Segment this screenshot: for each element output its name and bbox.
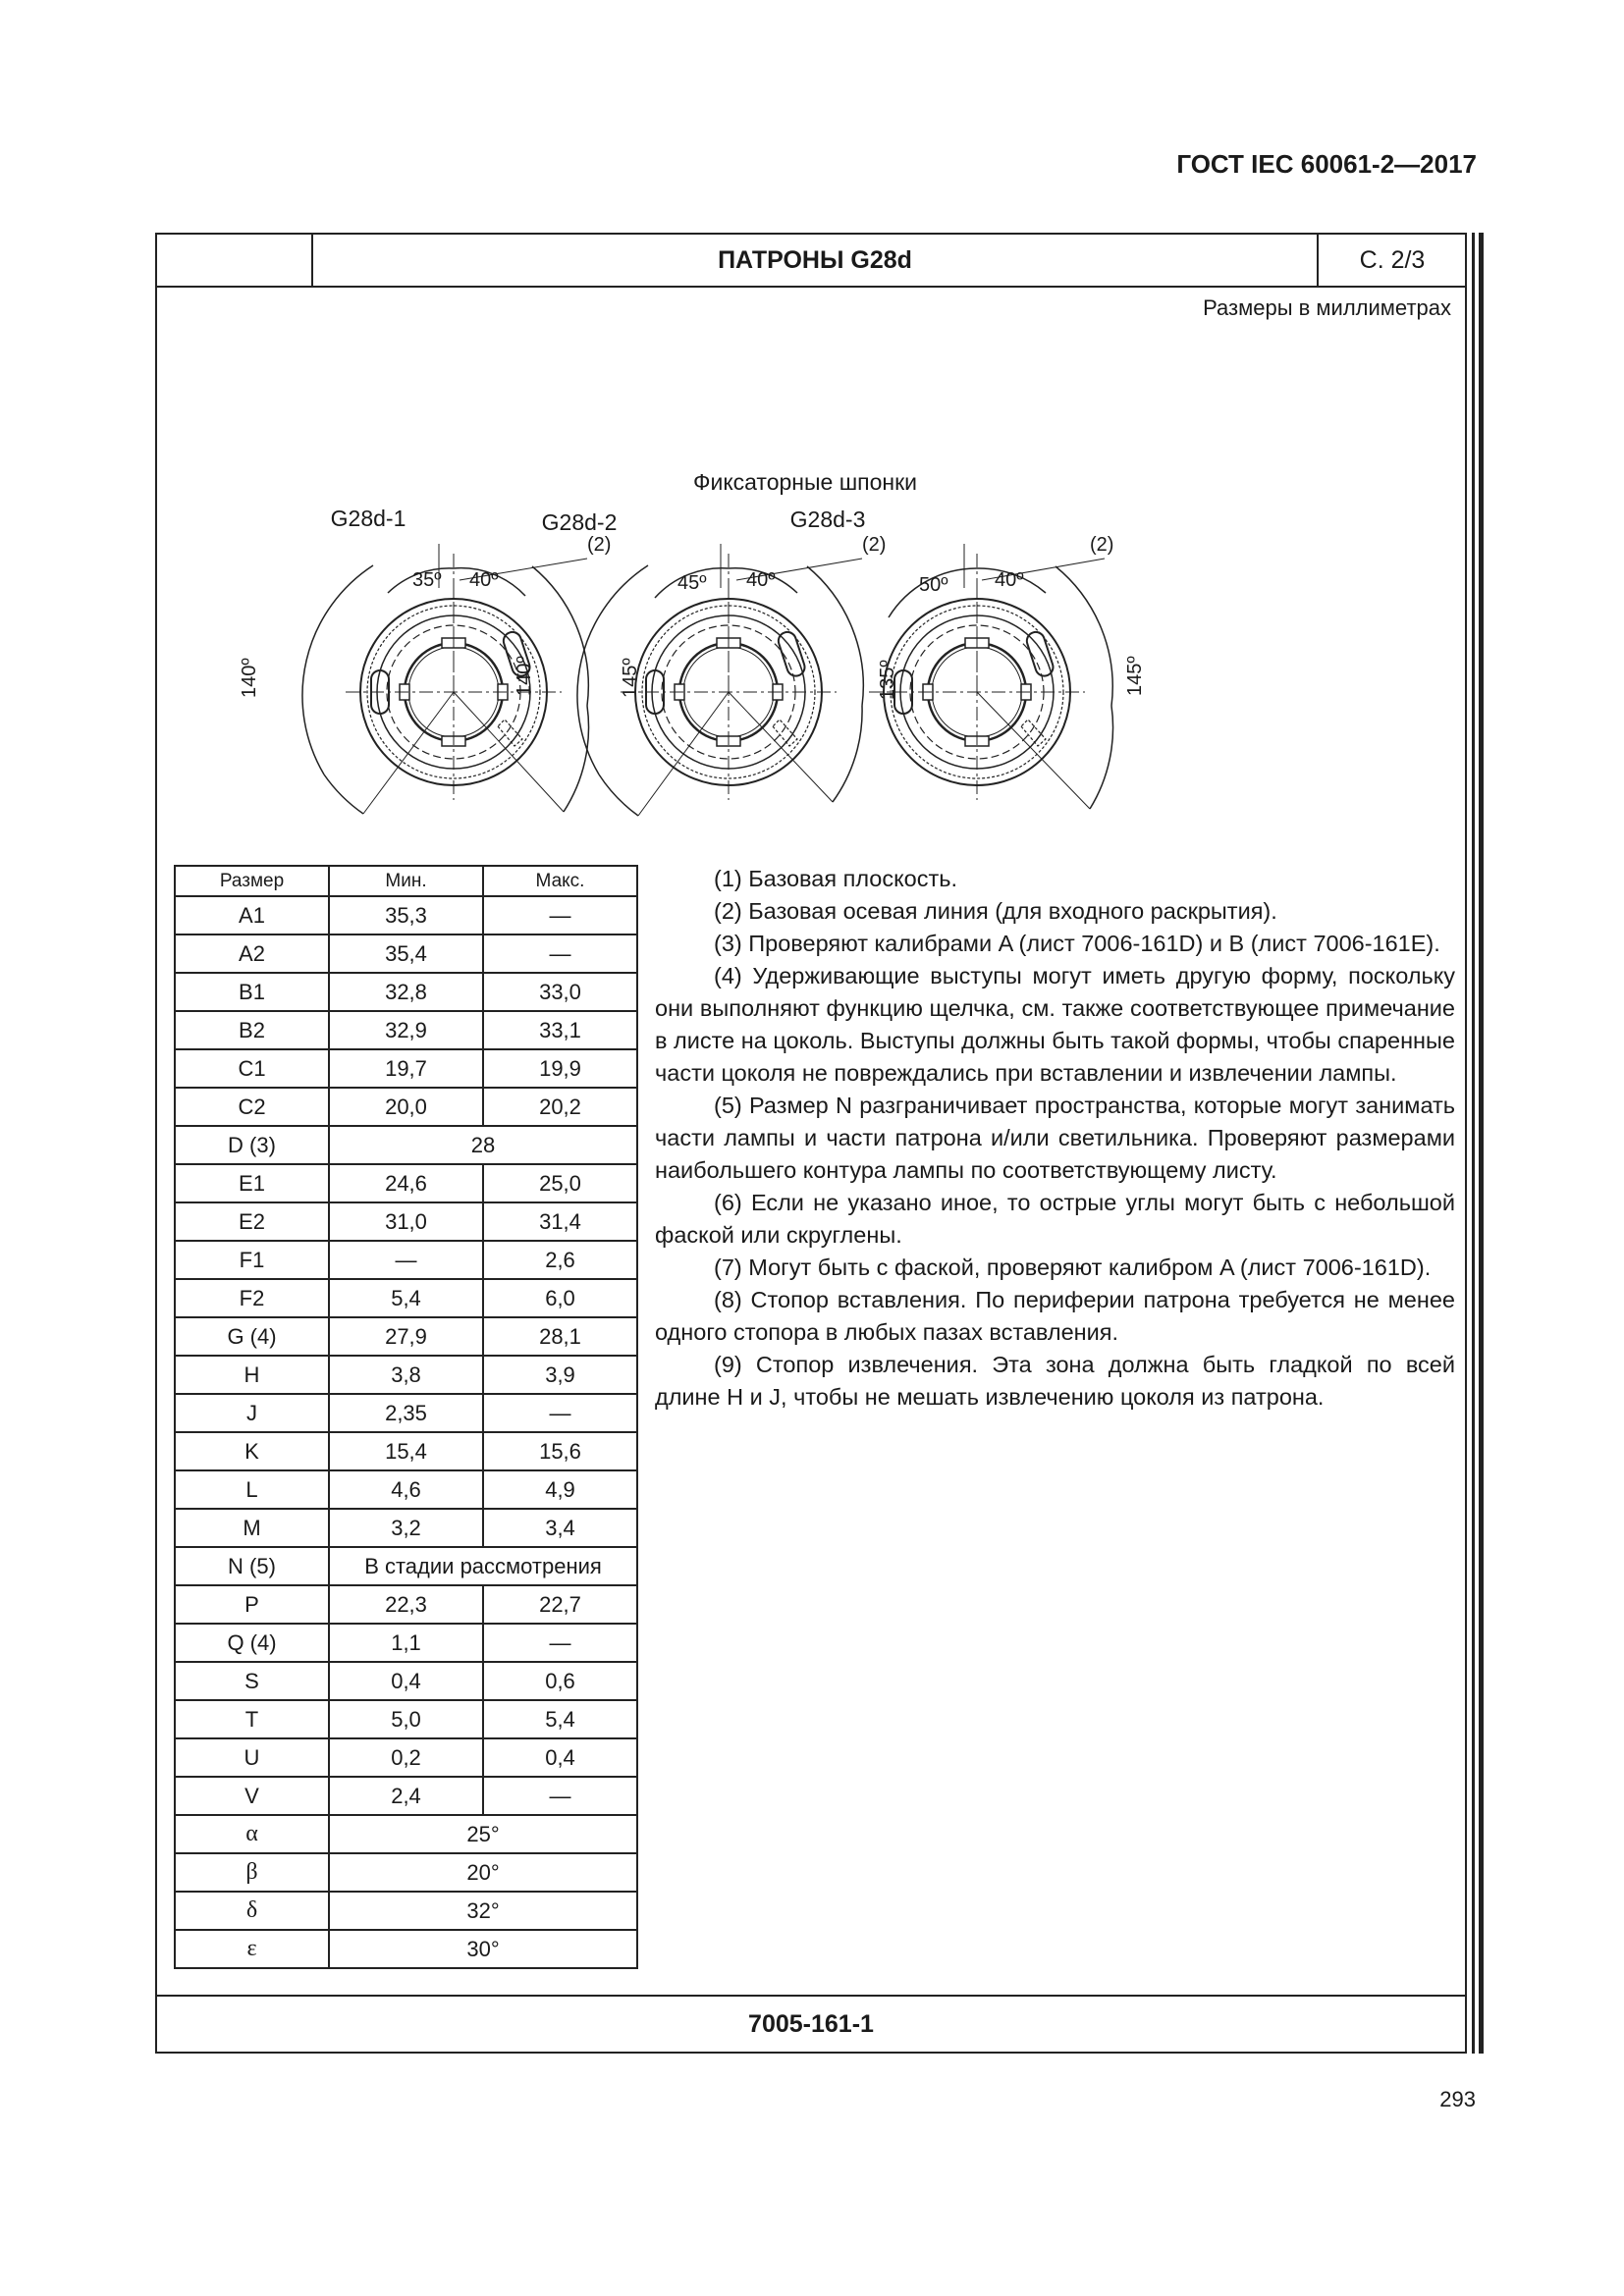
table-row	[175, 1241, 637, 1279]
cell-size: H	[175, 1356, 329, 1394]
sheet-title: ПАТРОНЫ G28d	[718, 246, 912, 274]
angle-left-small: 35º	[412, 569, 442, 591]
table-row	[175, 1624, 637, 1662]
cell-max: 4,9	[483, 1470, 637, 1509]
cell-min: 0,2	[329, 1738, 483, 1777]
figure-title: Фиксаторные шпонки	[692, 469, 918, 495]
cell-min: —	[329, 1241, 483, 1279]
cell-min: 5,0	[329, 1700, 483, 1738]
table-row	[175, 1738, 637, 1777]
cell-max: 5,4	[483, 1700, 637, 1738]
reference-note: (2)	[1090, 534, 1114, 556]
note-item: (8) Стопор вставления. По периферии патрона требуется не менее одного стопора в любых пазах вставления.	[655, 1287, 1455, 1345]
variant-label: G28d-1	[330, 506, 406, 531]
variant-g28d-2	[514, 509, 898, 816]
cell-size: D (3)	[175, 1126, 329, 1164]
angle-left-small: 45º	[677, 572, 707, 594]
cell-size: S	[175, 1662, 329, 1700]
table-row	[175, 1470, 637, 1509]
cell-value: 32°	[329, 1892, 637, 1930]
table-row	[175, 1777, 637, 1815]
cell-value: 28	[329, 1126, 637, 1164]
table-row	[175, 1088, 637, 1126]
cell-size: V	[175, 1777, 329, 1815]
angle-left-big: 140º	[514, 656, 535, 696]
note-item: (7) Могут быть с фаской, проверяют калибром A (лист 7006-161D).	[714, 1255, 1432, 1280]
note-item: (6) Если не указано иное, то острые углы могут быть с небольшой фаской или скруглены.	[655, 1190, 1455, 1248]
table-row	[175, 1585, 637, 1624]
angle-right-small: 40º	[469, 569, 499, 591]
cell-max: 33,1	[483, 1011, 637, 1049]
table-row	[175, 1892, 637, 1930]
header-cell: Мин.	[329, 866, 483, 896]
cell-max: 28,1	[483, 1317, 637, 1356]
sheet-footer-code: 7005-161-1	[157, 1995, 1465, 2052]
cell-size: G (4)	[175, 1317, 329, 1356]
cell-max: —	[483, 896, 637, 934]
cell-min: 32,9	[329, 1011, 483, 1049]
note-item: (2) Базовая осевая линия (для входного раскрытия).	[714, 898, 1277, 924]
variant-label: G28d-2	[541, 509, 618, 535]
cell-max: 3,9	[483, 1356, 637, 1394]
cell-min: 22,3	[329, 1585, 483, 1624]
reference-note: (2)	[862, 534, 887, 556]
dimensions-note: Размеры в миллиметрах	[1203, 295, 1451, 320]
cell-min: 5,4	[329, 1279, 483, 1317]
cell-max: —	[483, 1624, 637, 1662]
table-row	[175, 1815, 637, 1853]
standard-code: ГОСТ IEC 60061-2—2017	[1176, 149, 1477, 179]
note-item: (9) Стопор извлечения. Эта зона должна быть гладкой по всей длине H и J, чтобы не мешать извлечению цоколя из патрона.	[655, 1352, 1455, 1410]
cell-size: E2	[175, 1202, 329, 1241]
cell-max: 20,2	[483, 1088, 637, 1126]
dimensions-table	[174, 865, 638, 1969]
cell-max: 2,6	[483, 1241, 637, 1279]
cell-min: 1,1	[329, 1624, 483, 1662]
table-row	[175, 1547, 637, 1585]
cell-max: —	[483, 1777, 637, 1815]
cell-min: 3,8	[329, 1356, 483, 1394]
header-cell: Макс.	[483, 866, 637, 896]
note-item: (1) Базовая плоскость.	[714, 866, 958, 891]
cell-max: 15,6	[483, 1432, 637, 1470]
keying-diagram	[157, 333, 1463, 863]
cell-size: E1	[175, 1164, 329, 1202]
cell-min: 35,3	[329, 896, 483, 934]
cell-max: 31,4	[483, 1202, 637, 1241]
cell-min: 24,6	[329, 1164, 483, 1202]
note-item: (4) Удерживающие выступы могут иметь другую форму, поскольку они выполняют функцию щелчка, см. также соответствующее примечание в листе на цоколь. Выступы должны быть такой формы, чтобы спаренные части цоколя не повреждались при вставлении и извлечении лампы.	[655, 963, 1455, 1086]
frame-edge-line	[1479, 233, 1484, 2054]
table-row	[175, 1317, 637, 1356]
cell-size: L	[175, 1470, 329, 1509]
table-row	[175, 1394, 637, 1432]
cell-size: B2	[175, 1011, 329, 1049]
angle-left-small: 50º	[919, 574, 948, 596]
table-row	[175, 1126, 637, 1164]
angle-right-small: 40º	[995, 569, 1024, 591]
table-row	[175, 1509, 637, 1547]
sheet-frame	[155, 233, 1467, 2054]
variant-g28d-1	[239, 506, 641, 814]
cell-min: 35,4	[329, 934, 483, 973]
angle-right-big: 145º	[620, 658, 641, 698]
cell-max: 0,4	[483, 1738, 637, 1777]
table-row	[175, 1853, 637, 1892]
cell-min: 2,4	[329, 1777, 483, 1815]
table-row	[175, 1432, 637, 1470]
cell-max: 33,0	[483, 973, 637, 1011]
angle-left-big: 140º	[239, 658, 260, 698]
cell-min: 31,0	[329, 1202, 483, 1241]
cell-max: 0,6	[483, 1662, 637, 1700]
cell-max: 25,0	[483, 1164, 637, 1202]
table-row	[175, 1279, 637, 1317]
cell-size: T	[175, 1700, 329, 1738]
cell-size: C1	[175, 1049, 329, 1088]
cell-size: M	[175, 1509, 329, 1547]
cell-max: 3,4	[483, 1509, 637, 1547]
cell-min: 3,2	[329, 1509, 483, 1547]
cell-size: α	[175, 1815, 329, 1853]
cell-size: F1	[175, 1241, 329, 1279]
cell-max: —	[483, 934, 637, 973]
frame-edge-line	[1472, 233, 1475, 2054]
cell-value: 25°	[329, 1815, 637, 1853]
table-row	[175, 1662, 637, 1700]
page-number: 293	[1439, 2087, 1476, 2111]
angle-right-small: 40º	[746, 569, 776, 591]
cell-size: N (5)	[175, 1547, 329, 1585]
header-blank-cell	[157, 235, 313, 286]
cell-size: β	[175, 1853, 329, 1892]
table-row	[175, 1356, 637, 1394]
note-item: (3) Проверяют калибрами A (лист 7006-161D) и B (лист 7006-161E).	[714, 931, 1440, 956]
cell-size: U	[175, 1738, 329, 1777]
cell-size: Q (4)	[175, 1624, 329, 1662]
cell-value: 30°	[329, 1930, 637, 1968]
cell-size: P	[175, 1585, 329, 1624]
cell-min: 32,8	[329, 973, 483, 1011]
table-row	[175, 973, 637, 1011]
cell-size: δ	[175, 1892, 329, 1930]
cell-size: A2	[175, 934, 329, 973]
cell-min: 4,6	[329, 1470, 483, 1509]
cell-max: 22,7	[483, 1585, 637, 1624]
cell-size: A1	[175, 896, 329, 934]
notes-block	[655, 863, 1455, 1414]
cell-min: 19,7	[329, 1049, 483, 1088]
cell-size: J	[175, 1394, 329, 1432]
variant-g28d-3	[790, 507, 1146, 809]
cell-min: 15,4	[329, 1432, 483, 1470]
table-row	[175, 1011, 637, 1049]
cell-size: K	[175, 1432, 329, 1470]
cell-min: 2,35	[329, 1394, 483, 1432]
table-row	[175, 1930, 637, 1968]
reference-note: (2)	[587, 534, 612, 556]
cell-max: —	[483, 1394, 637, 1432]
cell-value: 20°	[329, 1853, 637, 1892]
cell-size: ε	[175, 1930, 329, 1968]
cell-max: 6,0	[483, 1279, 637, 1317]
cell-size: F2	[175, 1279, 329, 1317]
cell-min: 0,4	[329, 1662, 483, 1700]
angle-right-big: 135º	[877, 660, 898, 700]
cell-min: 20,0	[329, 1088, 483, 1126]
cell-size: C2	[175, 1088, 329, 1126]
table-row	[175, 1700, 637, 1738]
table-row	[175, 1202, 637, 1241]
header-cell: Размер	[175, 866, 329, 896]
angle-right-big: 145º	[1124, 656, 1146, 696]
cell-value: В стадии рассмотрения	[329, 1547, 637, 1585]
table-row	[175, 934, 637, 973]
sheet-header	[157, 235, 1465, 288]
cell-size: B1	[175, 973, 329, 1011]
sheet-page-label: С. 2/3	[1317, 235, 1466, 286]
table-row	[175, 1164, 637, 1202]
table-row	[175, 1049, 637, 1088]
table-row	[175, 896, 637, 934]
cell-max: 19,9	[483, 1049, 637, 1088]
table-header-row	[175, 866, 637, 896]
variant-label: G28d-3	[789, 507, 866, 532]
cell-min: 27,9	[329, 1317, 483, 1356]
note-item: (5) Размер N разграничивает пространства, которые могут занимать части лампы и части патрона и/или светильника. Проверяют размерами наибольшего контура лампы по соответствующему листу.	[655, 1093, 1455, 1183]
